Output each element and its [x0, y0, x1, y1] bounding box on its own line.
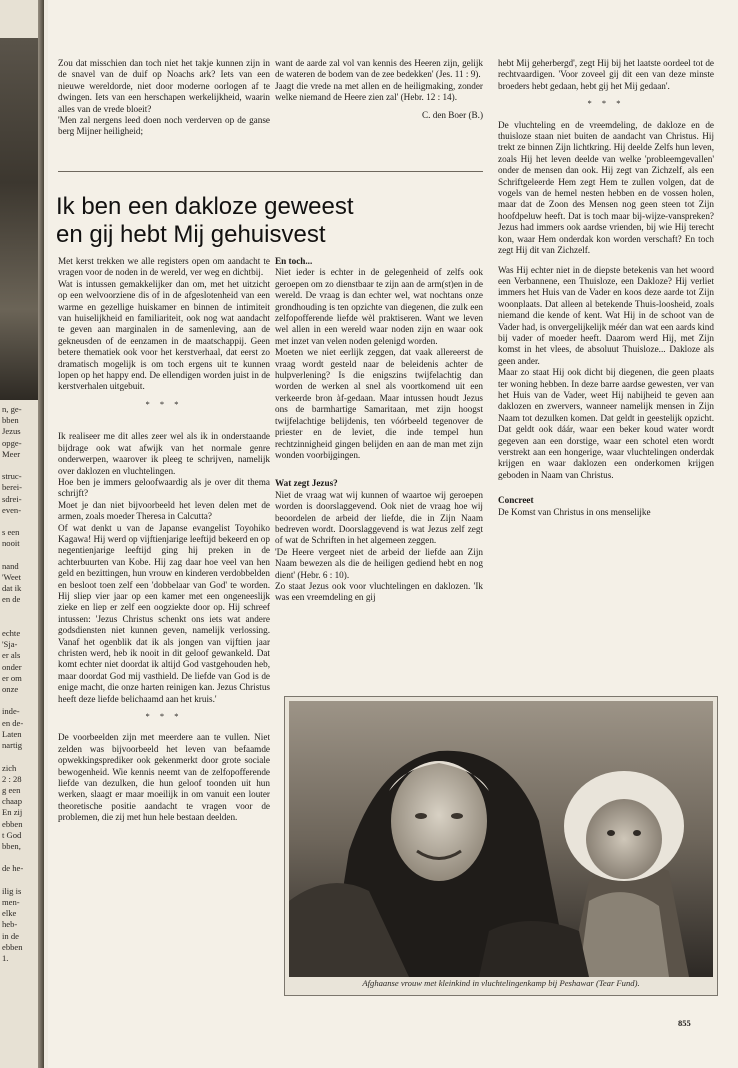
section-heading: Concreet [498, 495, 534, 506]
paragraph: want de aarde zal vol van kennis des Heeren zijn, gelijk de wateren de bodem van de zee bedekken' (Jes. 11 : 9). [275, 58, 483, 80]
previous-page-line: Laten [2, 728, 22, 739]
previous-page-line: nartig [2, 740, 23, 751]
photo-woman-with-grandchild [289, 701, 713, 977]
section-break: * * * [145, 398, 183, 409]
previous-page-strip [0, 0, 38, 1068]
paragraph: De Komst van Christus in ons menselijke [498, 506, 651, 517]
previous-page-line: s een [2, 527, 20, 538]
previous-page-line: chaap [2, 796, 23, 807]
paragraph: Met kerst trekken we alle registers open om aandacht te vragen voor de noden in de wereld, ver weg en dichtbij. [58, 256, 270, 278]
previous-page-line: onze [2, 684, 19, 695]
article-column-3 [498, 58, 714, 518]
magazine-page [48, 0, 738, 1068]
previous-page-line: zich [2, 762, 17, 773]
section-break: * * * [587, 98, 625, 109]
previous-page-line: er om [2, 672, 22, 683]
previous-page-line: nooit [2, 538, 20, 549]
title-line: Ik ben een dakloze geweest [56, 193, 354, 220]
previous-page-line: er als [2, 650, 21, 661]
article-column-2 [275, 256, 483, 604]
previous-page-line: ebben [2, 941, 23, 952]
paragraph: 'De Heere vergeet niet de arbeid der liefde aan Zijn Naam bewezen als die de heiligen gediend hebt en nog dient' (Hebr. 6 : 10). [275, 546, 483, 580]
previous-page-line: en de- [2, 717, 24, 728]
previous-page-line [2, 751, 38, 762]
paragraph: Niet ieder is echter in de gelegenheid of zelfs ook geroepen om zo dienstbaar te zijn aan de arm(st)en in de wereld. De vraag is dan echter wel, wat nochtans onze grondhouding is ten opzichte van diegenen, die zulk een zelfopofferende liefde wèl praktiseren. Want we leven wel allen in een wereld waar noden zijn en waar ook met inzet van velen noden gelenigd worden. [275, 267, 483, 346]
paragraph: Wat is intussen gemakkelijker dan om, met het uitzicht op een welvoorziene dis of in de afgeslotenheid van een warme en gezellige huiskamer en binnen de intimiteit van huiselijkheid en familiariteit, ook nog wat aandacht te geven aan marginalen in de samenleving, aan de gekneusden of de eenzamen in de maatschappij. Geen betere thematiek ook voor het kerstverhaal, dat eerst zo dramatisch mogelijk is om toch ergens uit te kunnen lopen op het happy end. De ellendigen worden juist in de kerstverhalen uitgebuit. [58, 278, 270, 392]
article-divider [58, 171, 483, 172]
author-signature: C. den Boer (B.) [422, 109, 483, 120]
previous-page-line [2, 695, 38, 706]
previous-page-line [2, 617, 38, 628]
previous-page-line: Meer [2, 448, 21, 459]
section-break: * * * [145, 711, 183, 722]
paragraph: hebt Mij geherbergd', zegt Hij bij het laatste oordeel tot de rechtvaardigen. 'Voor zoveel gij dit een van deze minste broeders hebt gedaan, hebt gij het Mij gedaan'. [498, 58, 714, 91]
page-number: 855 [678, 1018, 691, 1028]
previous-page-line [2, 852, 38, 863]
paragraph: Zo staat Jezus ook voor vluchtelingen en daklozen. 'Ik was een vreemdeling en gij [275, 580, 483, 603]
previous-page-line: nand [2, 560, 19, 571]
previous-page-line: onder [2, 661, 22, 672]
paragraph: 'Men zal nergens leed doen noch verderven op de ganse berg Mijner heiligheid; [58, 115, 270, 137]
paragraph: Ik realiseer me dit alles zeer wel als ik in onderstaande bijdrage ook wat afwijk van het normale genre onderwerpen, waarover ik pleeg te schrijven, namelijk over daklozen en vluchtelingen. [58, 431, 270, 476]
previous-page-line: in de [2, 930, 19, 941]
previous-page-line: Jezus [2, 426, 21, 437]
previous-page-line: 'Weet [2, 572, 21, 583]
previous-page-line: en de [2, 594, 21, 605]
previous-page-line: ebben [2, 818, 23, 829]
article-column-1 [58, 256, 270, 824]
paragraph: Was Hij echter niet in de diepste betekenis van het woord een Verbannene, een Thuisloze, een Dakloze? Hij verliet immers het Huis van de Vader en koos deze aarde tot Zijn woonplaats. Dat alleen al betekende Thuis-loosheid, zoals niemand die kende of kent. Wat Hij in de schoot van de Vader had, is onvergelijkelijk méér dan wat een aards kind bij vader of moeder heeft. Daarom werd Hij, met Zijn komst in het vlees, de absoluut Thuisloze... Dakloze als geen ander. [498, 264, 714, 366]
previous-page-line [2, 606, 38, 617]
previous-page-line: t God [2, 829, 22, 840]
previous-page-line: heb- [2, 919, 18, 930]
previous-page-line: bben, [2, 840, 21, 851]
previous-page-line: n, ge- [2, 404, 22, 414]
previous-page-line: En zij [2, 807, 23, 818]
previous-page-line: opge- [2, 437, 22, 448]
previous-page-line: 1. [2, 952, 9, 963]
previous-page-line: ilig is [2, 885, 22, 896]
previous-page-line: elke [2, 908, 17, 919]
article-photo [284, 696, 718, 996]
previous-page-line: 'Sja- [2, 639, 18, 650]
section-heading: En toch... [275, 256, 313, 266]
title-line: en gij hebt Mij gehuisvest [56, 221, 326, 248]
article-title [56, 193, 486, 249]
top-column-1 [58, 58, 270, 138]
paragraph: De voorbeelden zijn met meerdere aan te vullen. Niet zelden was bijvoorbeeld het leven van befaamde opwekkingsprediker ook gekenmerkt door grote sociale bewogenheid. Wie kennis neemt van de zelfopofferende liefde van dezulken, die hun geloof toonden uit hun werken, slaagt er maar moeilijk in om vanuit een louter theoretische positie aandacht te vragen voor de problemen, die zij met hun hele bestaan deelden. [58, 732, 270, 823]
previous-page-photo [0, 38, 38, 400]
paragraph: Maar zo staat Hij ook dicht bij diegenen, die geen plaats ter woning hebben. In deze barre aardse gewesten, ver van het Huis van de Vader, weet Hij nabijheid te geven aan daklozen en zwervers, wanneer namelijk mensen in Zijn Naam tot dezulken komen. Dat geldt in geestelijk opzicht. Dat geldt ook dáár, waar een beker koud water wordt gegeven aan een dorstige, waar een schotel eten wordt verstrekt aan een hongerige, waar vluchtelingen onderdak krijgen en waar daklozen een onderkomen krijgen geboden in Naam van Christus. [498, 367, 714, 480]
previous-page-text [2, 404, 38, 964]
previous-page-line: inde- [2, 706, 20, 717]
previous-page-line [2, 516, 38, 527]
paragraph: Moeten we niet eerlijk zeggen, dat vaak allereerst de vraag wordt gesteld naar de beleidenis achter de hulpverlening? Is die enigszins twijfelachtig dan worden de werken al snel als voortkomend uit een verkeerde bron àf-gedaan. Maar intussen houdt Jezus ons de barmhartige Samaritaan, met zijn hoogst twijfelachtige belijdenis, ten vóórbeeld tegenover de priester en de leviet, die inde tempel hun rechtzinnigheid gingen belijden en aan de man met zijn wonden voorbijgingen. [275, 347, 483, 460]
previous-page-line: berei- [2, 482, 23, 493]
previous-page-line: men- [2, 896, 20, 907]
previous-page-line: even- [2, 504, 22, 515]
previous-page-line: de he- [2, 863, 24, 874]
photo-caption: Afghaanse vrouw met kleinkind in vluchtelingenkamp bij Peshawar (Tear Fund). [362, 978, 640, 988]
top-column-2 [275, 58, 483, 121]
previous-page-line: struc- [2, 471, 22, 482]
previous-page-line [2, 550, 38, 561]
previous-page-line: bben [2, 415, 19, 426]
paragraph: Jaagt die vrede na met allen en de heiligmaking, zonder welke niemand de Heere zien zal' (Hebr. 12 : 14). [275, 80, 483, 103]
paragraph: Niet de vraag wat wij kunnen of waartoe wij geroepen worden is doorslaggevend. Ook niet de vraag hoe wij beoordelen de arbeid der liefde, die in Zijn Naam bedreven wordt. Doorslaggevend is wat Jezus zelf zegt of wat de Schriften in het algemeen zeggen. [275, 489, 483, 546]
previous-page-line: dat ik [2, 583, 22, 594]
previous-page-line: 2 : 28 [2, 773, 22, 784]
section-heading: Wat zegt Jezus? [275, 478, 338, 489]
paragraph: Moet je dan niet bijvoorbeeld het leven delen met de armen, zoals moeder Theresa in Calcutta? [58, 499, 270, 522]
paragraph: Of wat denkt u van de Japanse evangelist Toyohiko Kagawa! Hij werd op vijftienjarige leeftijd bekeerd en op negentienjarige leeftijd ging hij preken in de achterbuurten van Kobe. Hij zag daar hoe veel van hen geld en bezittingen, hun vrouw en kinderen verdobbelden en besloot toen zelf een 'dobbelaar van God' te worden. Hij sliep vier jaar op een kamer met een ongeneeslijk zieke en liep er zelf een oogziekte door op. Hij schreef intussen: 'Jezus Christus schenkt ons iets wat andere godsdiensten niet kunnen geven, namelijk verlossing. Vanaf het ogenblik dat ik als jongen van vijftien jaar christen werd, heb ik nooit in dit geloof gewankeld. Dat komt echter niet doordat ik altijd God vastgehouden heb, maar doordat God mij vasthield. De liefde van God is de enige macht, die onze harten reinigen kan. Jezus Christus heeft deze liefde belichaamd aan het kruis.' [58, 522, 270, 704]
previous-page-line: g een [2, 784, 21, 795]
paragraph: Hoe ben je immers geloofwaardig als je over dit thema schrijft? [58, 476, 270, 499]
previous-page-line [2, 875, 38, 886]
previous-page-line [2, 460, 38, 471]
previous-page-line: echte [2, 628, 21, 639]
previous-page-line: sdrei- [2, 493, 22, 504]
paragraph: Zou dat misschien dan toch niet het takje kunnen zijn in de snavel van de duif op Noachs ark? Iets van een nieuwe wereldorde, niet door moderne oorlogen af te dwingen. Iets van een herschapen werkelijkheid, waarin alles van de vrede bloeit? [58, 58, 270, 114]
paragraph: De vluchteling en de vreemdeling, de dakloze en de thuisloze staan niet buiten de aandacht van Christus. Hij trekt ze binnen Zijn lichtkring. Hij deelde Zelfs hun leven, zoals Hij het leven deelde van welke 'probleemgevallen' onder de mensen dan ook. Hij zegt van Zichzelf, als een Schriftgeleerde Hem zegt Hem te zullen volgen, dat de vogels van de hemel nesten hebben en de vossen holen, maar dat de Zoon des Mensen nog geen steen tot Zijn hoofdpeluw heeft. Dat is toch maar bij-wijze-vanspreken? Jezus had immers ook aardse vrienden, bij wie Hij terecht kon, waar Hem onderdak kon worden verschaft? En toch zegt Hij dit van Zichzelf. [498, 119, 714, 256]
